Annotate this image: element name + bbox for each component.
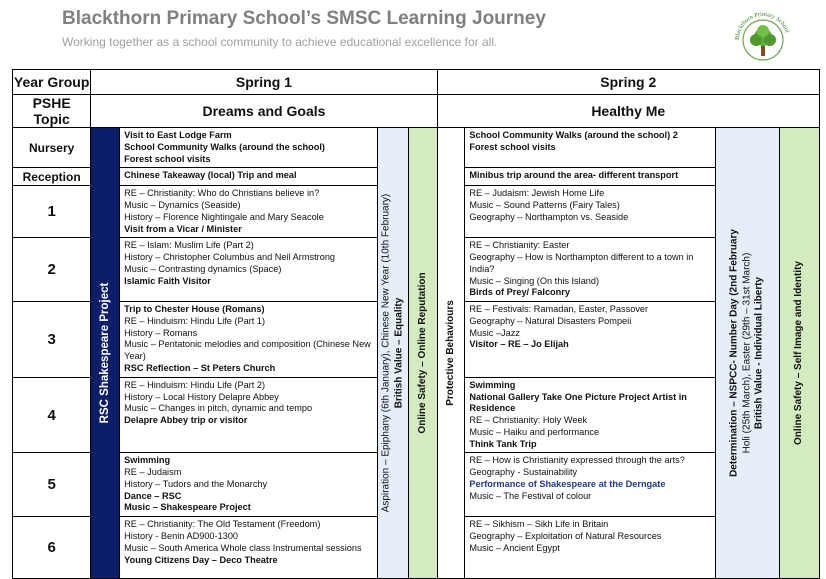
activity-line: Young Citizens Day – Deco Theatre: [124, 554, 278, 565]
activity-line: Geography – How is Northampton different to a town in India?: [469, 252, 694, 274]
activity-line: Music – The Festival of colour: [469, 490, 592, 501]
spring2-online-safety-column: [779, 128, 819, 579]
page-title: Blackthorn Primary School’s SMSC Learning Journey: [62, 8, 546, 29]
year-group-cell: 2: [13, 238, 91, 302]
activity-line: History - Benin AD900-1300: [124, 530, 239, 541]
protective-behaviours-column: [437, 128, 465, 579]
activity-line: RE – Christianity: The Old Testament (Freedom): [124, 519, 321, 530]
activity-line: National Gallery Take One Picture Project Artist in Residence: [469, 391, 687, 414]
activity-line: RE – Hinduism: Hindu Life (Part 2): [124, 379, 266, 390]
logo-text: Blackthorn Primary School: [733, 10, 791, 41]
activity-line: Music –Jazz: [469, 327, 520, 338]
activity-line: Music – Haiku and performance: [469, 426, 600, 437]
spring2-activities: [465, 517, 715, 579]
activity-line: Geography – Northampton vs. Seaside: [469, 211, 629, 222]
activity-line: Music – Shakespeare Project: [124, 502, 251, 513]
activity-line: RSC Reflection – St Peters Church: [124, 363, 276, 374]
year-group-cell: Nursery: [13, 128, 91, 168]
spring1-values-column-line: British Value – Equality: [392, 297, 404, 409]
activity-line: Geography – Natural Disasters Pompeii: [469, 315, 632, 326]
protective-behaviours-column-line: Protective Behaviours: [444, 300, 456, 406]
spring2-topic: Healthy Me: [437, 95, 819, 128]
activity-line: Music – Sound Patterns (Fairy Tales): [469, 200, 620, 211]
spring2-activities: [465, 238, 715, 302]
activity-line: History – Local History Delapre Abbey: [124, 391, 279, 402]
activity-line: Music – South America Whole class Instrumental sessions: [124, 542, 362, 553]
spring2-online-safety-column-line: Online Safety – Self Image and Identity: [793, 261, 805, 446]
activity-line: Birds of Prey/ Falconry: [469, 287, 570, 298]
spring1-activities: [120, 238, 378, 302]
activity-line: Dance – RSC: [124, 490, 182, 501]
spring2-activities: [465, 377, 715, 453]
activity-line: RE – How is Christianity expressed through the arts?: [469, 455, 685, 466]
activity-line: Geography - Sustainability: [469, 467, 578, 478]
spring2-activities: [465, 302, 715, 378]
year-group-cell: 1: [13, 186, 91, 238]
rsc-shakespeare-column: [91, 128, 120, 579]
spring1-online-safety-column-line: Online Safety – Online Reputation: [416, 272, 428, 434]
spring2-header: Spring 2: [437, 70, 819, 95]
activity-line: RE – Christianity: Easter: [469, 240, 570, 251]
spring1-topic: Dreams and Goals: [91, 95, 437, 128]
year-group-cell: 4: [13, 377, 91, 453]
rsc-shakespeare-column-text: [98, 283, 112, 424]
activity-line: RE – Judaism: Jewish Home Life: [469, 188, 605, 199]
spring2-activities: [465, 186, 715, 238]
spring1-activities: [120, 128, 378, 168]
activity-line: School Community Walks (around the school) 2: [469, 130, 678, 140]
activity-line: RE – Christianity: Holy Week: [469, 415, 588, 426]
activity-line: Music – Pentatonic melodies and composition (Chinese New Year): [124, 339, 371, 362]
spring1-values-column-line: Aspiration – Epiphany (6th January), Chinese New Year (10th February): [380, 193, 392, 513]
spring1-values-column: [377, 128, 408, 579]
activity-line: School Community Walks (around the school): [124, 141, 325, 152]
activity-line: History – Tudors and the Monarchy: [124, 478, 268, 489]
activity-line: Performance of Shakespeare at the Derngate: [469, 478, 666, 489]
activity-line: History – Florence Nightingale and Mary Seacole: [124, 211, 324, 222]
activity-line: Delapre Abbey trip or visitor: [124, 415, 248, 426]
activity-line: History – Romans: [124, 327, 198, 338]
spring1-values-column-text: [380, 194, 405, 513]
spring1-activities: [120, 453, 378, 517]
spring1-activities: [120, 302, 378, 378]
year-group-cell: 3: [13, 302, 91, 378]
page-subtitle: Working together as a school community to achieve educational excellence for all.: [62, 35, 498, 49]
spring2-values-column-line: Determination – NSPCC- Number Day (2nd February: [728, 229, 740, 478]
activity-line: RE – Sikhism – Sikh Life in Britain: [469, 519, 609, 530]
activity-line: Music – Ancient Egypt: [469, 542, 560, 553]
spring1-activities: [120, 186, 378, 238]
spring1-header: Spring 1: [91, 70, 437, 95]
activity-line: RE – Festivals: Ramadan, Easter, Passover: [469, 304, 649, 315]
activity-line: Music – Dynamics (Seaside): [124, 200, 241, 211]
activity-line: RE – Judaism: [124, 467, 182, 478]
activity-line: Islamic Faith Visitor: [124, 275, 211, 286]
activity-line: Trip to Chester House (Romans): [124, 304, 265, 315]
activity-line: RE – Islam: Muslim Life (Part 2): [124, 240, 254, 251]
year-group-cell: 5: [13, 453, 91, 517]
rsc-shakespeare-column-line: RSC Shakespeare Project: [99, 282, 112, 424]
activity-line: Visit to East Lodge Farm: [124, 130, 232, 140]
year-group-header: Year Group: [13, 70, 91, 95]
smsc-table: [12, 69, 820, 579]
spring2-activities: [465, 128, 715, 168]
spring2-activities: [465, 168, 715, 186]
pshe-topic-header: PSHE Topic: [13, 95, 91, 128]
activity-line: Music – Singing (On this Island): [469, 275, 600, 286]
spring2-online-safety-column-text: [793, 261, 806, 445]
activity-line: History – Christopher Columbus and Neil Armstrong: [124, 252, 336, 263]
spring2-values-column-text: [729, 229, 767, 477]
protective-behaviours-column-text: [445, 300, 458, 406]
spring1-activities: [120, 517, 378, 579]
activity-line: RE – Christianity: Who do Christians believe in?: [124, 188, 320, 199]
year-group-cell: 6: [13, 517, 91, 579]
activity-line: Visit from a Vicar / Minister: [124, 223, 242, 234]
activity-line: Swimming: [469, 379, 516, 390]
activity-line: Chinese Takeaway (local) Trip and meal: [124, 170, 297, 181]
spring2-values-column: [715, 128, 779, 579]
year-group-cell: Reception: [13, 168, 91, 186]
activity-line: Geography – Exploitation of Natural Resources: [469, 530, 662, 541]
activity-line: RE – Hinduism: Hindu Life (Part 1): [124, 315, 266, 326]
spring2-activities: [465, 453, 715, 517]
spring2-values-column-line: British Value - Individual Liberty: [753, 276, 765, 430]
spring1-activities: [120, 168, 378, 186]
activity-line: Visitor – RE – Jo Elijah: [469, 339, 569, 350]
spring2-values-column-line: Holi (25th March), Easter (29th – 31st March): [741, 252, 752, 454]
activity-line: Music – Contrasting dynamics (Space): [124, 263, 282, 274]
school-logo: [731, 6, 795, 70]
activity-line: Think Tank Trip: [469, 438, 537, 449]
activity-line: Swimming: [124, 455, 171, 466]
spring1-online-safety-column-text: [416, 273, 429, 434]
activity-line: Forest school visits: [124, 153, 211, 164]
activity-line: Music – Changes in pitch, dynamic and tempo: [124, 403, 313, 414]
spring1-activities: [120, 377, 378, 453]
activity-line: Minibus trip around the area- different transport: [469, 170, 679, 181]
activity-line: Forest school visits: [469, 141, 556, 152]
spring1-online-safety-column: [408, 128, 437, 579]
table-row: [13, 128, 820, 168]
